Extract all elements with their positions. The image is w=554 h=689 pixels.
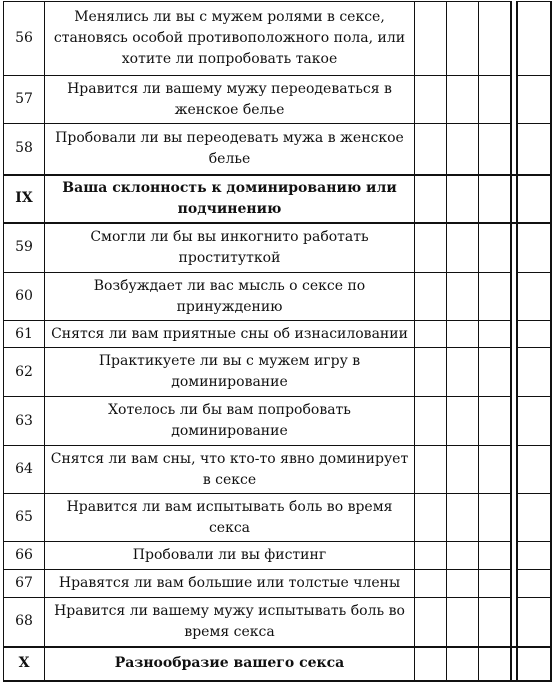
answer-cell[interactable] (415, 124, 447, 175)
question-number: 59 (4, 223, 45, 273)
score-cell[interactable] (517, 494, 551, 542)
answer-cell[interactable] (479, 273, 511, 321)
question-text: Снятся ли вам приятные сны об изнасиловании (45, 321, 415, 348)
answer-cell[interactable] (415, 321, 447, 348)
answer-cell[interactable] (479, 321, 511, 348)
answer-cell[interactable] (447, 175, 479, 223)
question-row (4, 542, 551, 570)
score-cell[interactable] (517, 321, 551, 348)
answer-cell[interactable] (447, 446, 479, 494)
answer-cell[interactable] (479, 598, 511, 647)
question-number: 66 (4, 542, 45, 570)
answer-cell[interactable] (415, 494, 447, 542)
answer-cell[interactable] (447, 273, 479, 321)
answer-cell[interactable] (447, 570, 479, 598)
score-cell[interactable] (517, 348, 551, 397)
section-number: IX (4, 175, 45, 223)
answer-cell[interactable] (415, 647, 447, 681)
answer-cell[interactable] (415, 570, 447, 598)
question-row (4, 223, 551, 273)
answer-cell[interactable] (415, 76, 447, 124)
question-row (4, 494, 551, 542)
score-cell[interactable] (517, 223, 551, 273)
section-row (4, 647, 551, 681)
answer-cell[interactable] (447, 223, 479, 273)
section-number: X (4, 647, 45, 681)
answer-cell[interactable] (415, 223, 447, 273)
answer-cell[interactable] (415, 273, 447, 321)
question-number: 63 (4, 397, 45, 446)
answer-cell[interactable] (447, 124, 479, 175)
score-cell[interactable] (517, 446, 551, 494)
question-text: Нравятся ли вам большие или толстые члены (45, 570, 415, 598)
score-cell[interactable] (517, 124, 551, 175)
section-title: Ваша склонность к доминированию или подчинению (45, 175, 415, 223)
question-text: Нравится ли вашему мужу переодеваться в женское белье (45, 76, 415, 124)
question-text: Нравится ли вам испытывать боль во время секса (45, 494, 415, 542)
score-cell[interactable] (517, 598, 551, 647)
answer-cell[interactable] (479, 570, 511, 598)
question-text: Хотелось ли бы вам попробовать доминирование (45, 397, 415, 446)
question-row (4, 598, 551, 647)
question-text: Смогли ли бы вы инкогнито работать проституткой (45, 223, 415, 273)
question-row (4, 2, 551, 76)
answer-cell[interactable] (447, 348, 479, 397)
answer-cell[interactable] (479, 647, 511, 681)
score-cell[interactable] (517, 175, 551, 223)
answer-cell[interactable] (479, 2, 511, 76)
score-cell[interactable] (517, 570, 551, 598)
answer-cell[interactable] (447, 2, 479, 76)
answer-cell[interactable] (415, 2, 447, 76)
answer-cell[interactable] (479, 223, 511, 273)
question-number: 68 (4, 598, 45, 647)
answer-cell[interactable] (479, 494, 511, 542)
answer-cell[interactable] (479, 446, 511, 494)
question-text: Практикуете ли вы с мужем игру в доминирование (45, 348, 415, 397)
question-number: 65 (4, 494, 45, 542)
question-row (4, 321, 551, 348)
score-cell[interactable] (517, 273, 551, 321)
question-text: Нравится ли вашему мужу испытывать боль во время секса (45, 598, 415, 647)
question-text: Возбуждает ли вас мысль о сексе по принуждению (45, 273, 415, 321)
answer-cell[interactable] (415, 348, 447, 397)
question-text: Менялись ли вы с мужем ролями в сексе, становясь особой противоположного пола, или хотите ли попробовать такое (45, 2, 415, 76)
answer-cell[interactable] (447, 76, 479, 124)
question-number: 56 (4, 2, 45, 76)
question-row (4, 570, 551, 598)
section-title: Разнообразие вашего секса (45, 647, 415, 681)
answer-cell[interactable] (479, 124, 511, 175)
answer-cell[interactable] (415, 598, 447, 647)
score-cell[interactable] (517, 647, 551, 681)
section-row (4, 175, 551, 223)
question-number: 61 (4, 321, 45, 348)
score-cell[interactable] (517, 397, 551, 446)
answer-cell[interactable] (479, 76, 511, 124)
question-number: 62 (4, 348, 45, 397)
answer-cell[interactable] (479, 542, 511, 570)
answer-cell[interactable] (479, 175, 511, 223)
answer-cell[interactable] (415, 446, 447, 494)
answer-cell[interactable] (447, 647, 479, 681)
question-row (4, 273, 551, 321)
answer-cell[interactable] (447, 542, 479, 570)
question-text: Снятся ли вам сны, что кто-то явно доминирует в сексе (45, 446, 415, 494)
question-row (4, 124, 551, 175)
question-row (4, 348, 551, 397)
question-text: Пробовали ли вы фистинг (45, 542, 415, 570)
question-row (4, 446, 551, 494)
answer-cell[interactable] (415, 542, 447, 570)
question-row (4, 397, 551, 446)
answer-cell[interactable] (415, 397, 447, 446)
answer-cell[interactable] (447, 494, 479, 542)
answer-cell[interactable] (479, 348, 511, 397)
question-number: 67 (4, 570, 45, 598)
answer-cell[interactable] (447, 397, 479, 446)
score-cell[interactable] (517, 76, 551, 124)
question-number: 60 (4, 273, 45, 321)
questionnaire-table (3, 1, 552, 682)
answer-cell[interactable] (447, 598, 479, 647)
question-text: Пробовали ли вы переодевать мужа в женское белье (45, 124, 415, 175)
answer-cell[interactable] (415, 175, 447, 223)
question-number: 57 (4, 76, 45, 124)
answer-cell[interactable] (479, 397, 511, 446)
answer-cell[interactable] (447, 321, 479, 348)
question-row (4, 76, 551, 124)
score-cell[interactable] (517, 2, 551, 76)
score-cell[interactable] (517, 542, 551, 570)
question-number: 58 (4, 124, 45, 175)
question-number: 64 (4, 446, 45, 494)
